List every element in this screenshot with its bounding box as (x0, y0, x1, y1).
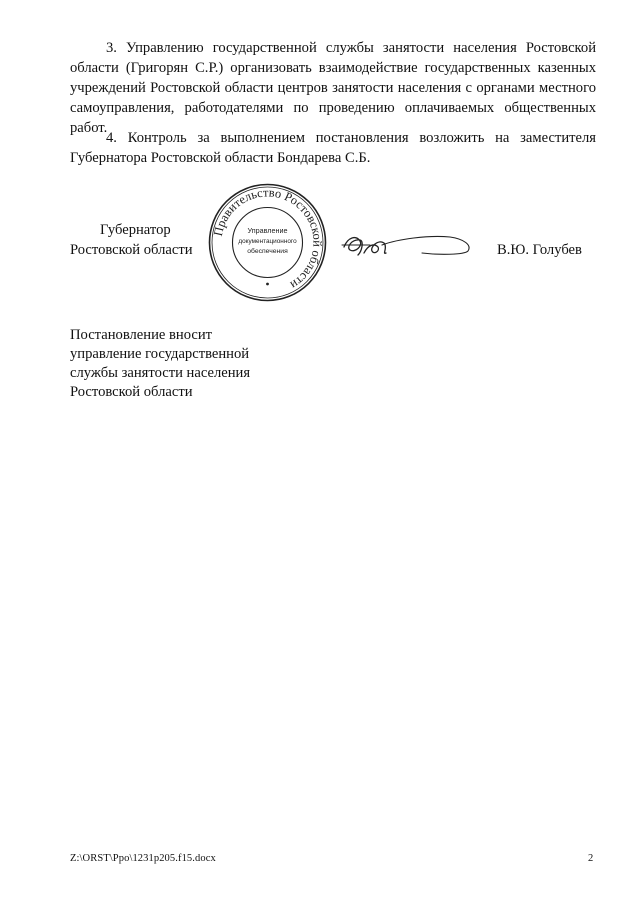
note-line-1: Постановление вносит (70, 327, 213, 343)
note-line-3: службы занятости населения (70, 365, 251, 381)
paragraph-3: 3. Управлению государственной службы занятости населения Ростовской области (Григорян С.Р.) организовать взаимодействие государственных казенных учреждений Ростовской области центров занятости населения с органами местного самоуправления, работодателями по проведению оплачиваемых общественных работ. (70, 40, 596, 136)
note-line-2: управление государственной (70, 346, 250, 362)
handwritten-signature-icon (338, 225, 478, 265)
official-stamp-icon (205, 180, 330, 305)
paragraph-4: 4. Контроль за выполнением постановления возложить на заместителя Губернатора Ростовской области Бондарева С.Б. (70, 130, 596, 166)
signatory-title (70, 220, 193, 260)
stamp-inner-line-1: Управление (247, 226, 288, 235)
signatory-title-line-1: Губернатор (100, 222, 171, 238)
signatory-name: В.Ю. Голубев (497, 242, 582, 258)
signature-block (0, 180, 640, 300)
stamp-outer-text: Правительство Ростовской области (210, 185, 325, 293)
note-line-4: Ростовской области (70, 384, 193, 400)
stamp-inner-line-3: обеспечения (247, 248, 288, 255)
page-number: 2 (588, 853, 594, 864)
stamp-star-icon (266, 283, 269, 286)
submitted-by-note (70, 326, 250, 402)
stamp-inner-line-2: документационного (238, 238, 297, 245)
signatory-title-line-2: Ростовской области (70, 242, 193, 258)
file-path: Z:\ORST\Ppo\1231p205.f15.docx (70, 853, 216, 864)
